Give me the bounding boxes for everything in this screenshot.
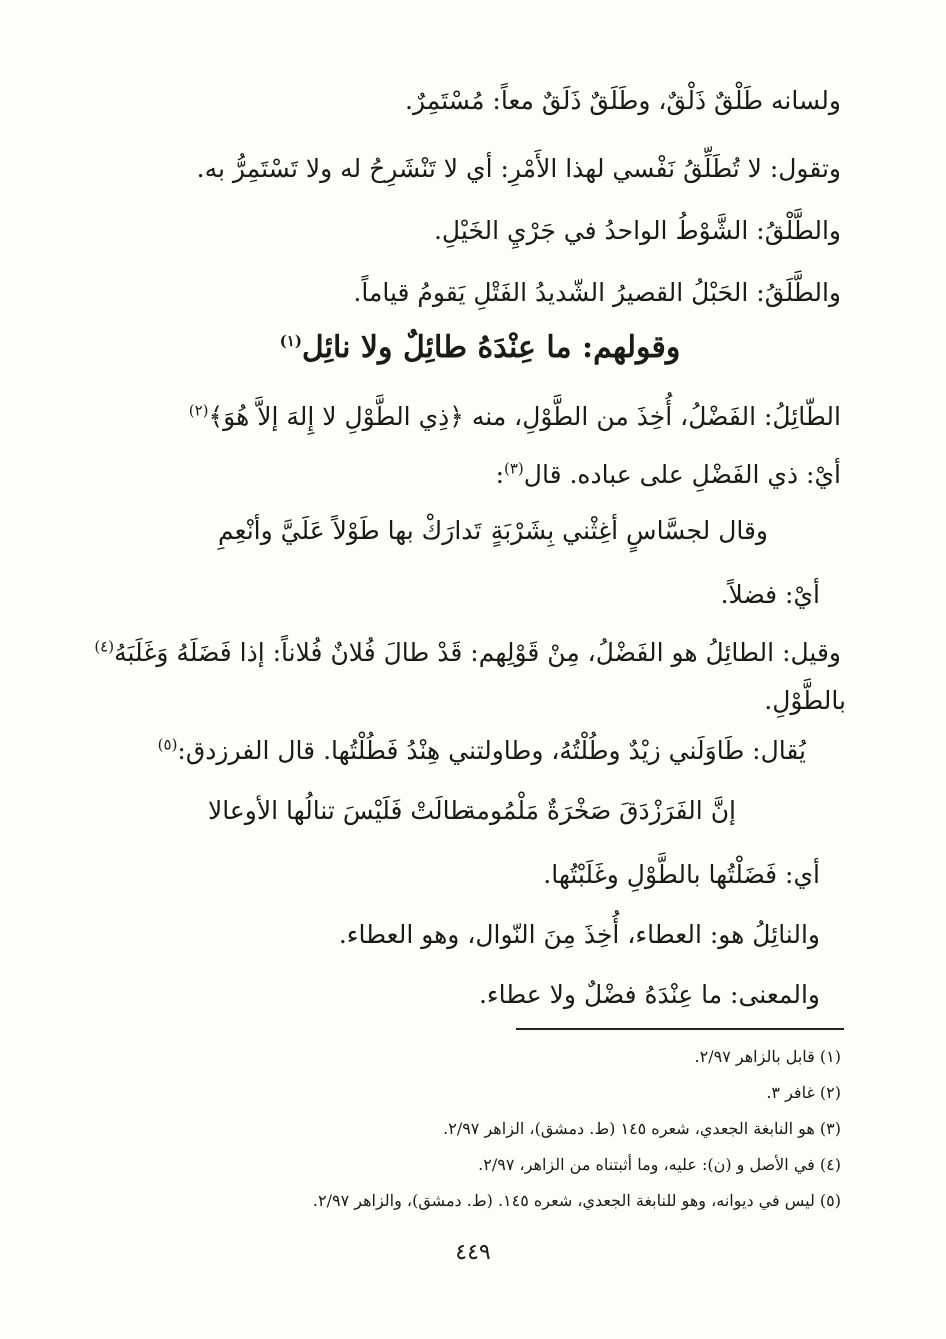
paragraph-yuqal [158, 734, 806, 768]
paragraph-naail: والنائِلُ هو: العطاء، أُخِذَ مِنَ النّوال، وهو العطاء. [338, 920, 820, 949]
paragraph-qila [94, 636, 841, 670]
footnote-divider [516, 1028, 844, 1030]
footnote-5: (٥) ليس في ديوانه، وهو للنابغة الجعدي، شعره ١٤٥. (ط. دمشق)، والزاهر ٢/٩٧. [312, 1191, 841, 1210]
paragraph-fadl [496, 458, 841, 492]
paragraph-taail [189, 400, 841, 434]
paragraph-fadaltuha: أي: فَضَلْتُها بالطَّوْلِ وغَلَبْتُها. [543, 860, 820, 889]
footnote-ref-5: (٥) [157, 735, 178, 754]
footnote-3: (٣) هو النابغة الجعدي، شعره ١٤٥ (ط. دمشق)، الزاهر ٢/٩٧. [443, 1119, 841, 1138]
verse-2-first-hemistich: إنَّ الفَرَزْدَقَ صَخْرَةٌ مَلْمُومة [463, 796, 736, 825]
paragraph-maana: والمعنى: ما عِنْدَهُ فضْلٌ ولا عطاء. [478, 980, 820, 1009]
paragraph-yuqal-text: يُقال: طَاوَلَني زيْدٌ وطُلْتُهُ، وطاولتني هِنْدُ فَطُلْتُها. قال الفرزدق: [177, 736, 806, 765]
footnote-ref-4: (٤) [94, 637, 115, 656]
page-number: ٤٤٩ [455, 1240, 491, 1265]
footnote-1: (١) قابل بالزاهر ٢/٩٧. [694, 1047, 841, 1066]
body-line-2: وتقول: لا تُطَلِّقُ نَفْسي لهذا الأَمْرِ: أي لا تَنْشَرِحُ له ولا تَسْتَمِرُّ به. [196, 154, 841, 183]
paragraph-qila-text: وقيل: الطائِلُ هو الفَضْلُ، مِنْ قَوْلِهم: قَدْ طالَ فُلانٌ فُلاناً: إذا فَضَلَهُ وَغَلَبَهُ [114, 638, 841, 667]
paragraph-fadlan: أيْ: فضلاً. [720, 580, 820, 609]
verse-2-second-hemistich: طالَتْ فَلَيْسَ تنالُها الأوعالا [208, 796, 471, 825]
paragraph-fadl-colon: : [495, 460, 504, 489]
footnote-4: (٤) في الأصل و (ن): عليه، وما أثبتناه من الزاهر، ٢/٩٧. [478, 1155, 841, 1174]
footnote-2: (٢) غافر ٣. [766, 1083, 841, 1102]
verse-1-second-hemistich: تَدارَكْ بها طَوْلاً عَلَيَّ وأنْعِمِ [218, 516, 482, 545]
body-line-3: والطَّلْقُ: الشَّوْطُ الواحدُ في جَرْيِ الخَيْلِ. [433, 216, 841, 245]
verse-1-first-hemistich: وقال لجسَّاسٍ أغِثْني بِشَرْبَةٍ [490, 516, 768, 545]
paragraph-taail-text: الطّائِلُ: الفَضْلُ، أُخِذَ من الطَّوْلِ، منه ﴿ذِي الطَّوْلِ لا إِلهَ إلاَّ هُوَ﴾ [208, 402, 841, 431]
body-line-4: والطَّلَقُ: الحَبْلُ القصيرُ الشّديدُ الفَتْلِ يَقومُ قياماً. [353, 278, 841, 307]
paragraph-fadl-text: أيْ: ذي الفَضْلِ على عباده. قال [523, 460, 841, 489]
footnote-ref-2: (٢) [188, 401, 209, 420]
section-heading [180, 328, 780, 368]
paragraph-qila-continued: بالطَّوْلِ. [764, 686, 846, 715]
footnote-ref-1: (١) [279, 332, 302, 350]
section-heading-text: وقولهم: ما عِنْدَهُ طائِلٌ ولا نائِل [301, 330, 681, 365]
body-line-1: ولسانه طَلْقٌ ذَلْقٌ، وطَلَقٌ ذَلَقٌ معاً: مُسْتَمِرٌ. [405, 86, 841, 115]
footnote-ref-3: (٣) [504, 459, 524, 478]
